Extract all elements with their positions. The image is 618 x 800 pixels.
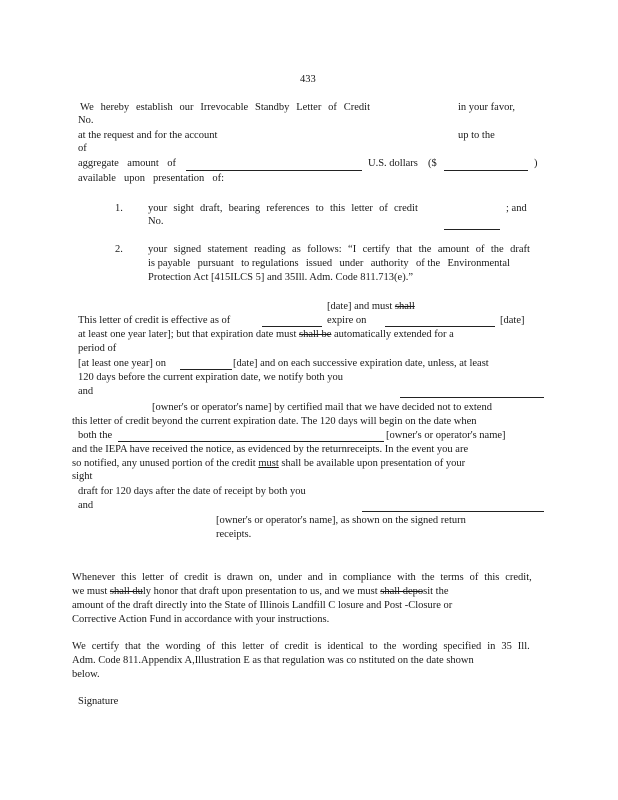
word: this: [329, 203, 346, 214]
word: Credit: [343, 102, 370, 113]
p3-line2-a: we must: [72, 586, 108, 597]
p2-line10: and the IEPA have received the notice, as evidenced by the returnreceipts. In the event you are: [72, 444, 469, 455]
word: statement: [207, 244, 248, 255]
p1-line3: at the request and for the account: [78, 130, 218, 141]
p2-must-underlined: must: [258, 458, 279, 469]
p2-struck-shall-be: shall be: [299, 329, 332, 340]
word: as: [292, 244, 301, 255]
p2-line5: 120 days before the current expiration date, we notify both you: [78, 372, 344, 383]
p2-on-blank: [180, 369, 232, 370]
word: “I: [348, 244, 357, 255]
p2-line3: period of: [78, 343, 117, 354]
item1-number: 1.: [115, 203, 123, 214]
word: of: [167, 158, 176, 169]
p2-expire-on: expire on: [327, 315, 367, 326]
word: We: [80, 102, 94, 113]
p2-both-blank: [118, 441, 384, 442]
item1-and: ; and: [506, 203, 527, 214]
p1-line2: No.: [78, 115, 94, 126]
p2-struck-shall: shall: [394, 301, 415, 312]
word: of: [379, 203, 388, 214]
p4-line1: [72, 640, 530, 653]
p2-line2-b: automatically extended for a: [334, 329, 454, 340]
p3-line4: Corrective Action Fund in accordance with your instructions.: [72, 614, 330, 625]
p1-line1-right: in your favor,: [458, 102, 516, 113]
word: 35: [501, 641, 512, 652]
p1-line6: [78, 172, 224, 185]
word: We: [72, 641, 86, 652]
p4-line2: Adm. Code 811.Appendix A,Illustration E as that regulation was co nstituted on the date shown: [72, 655, 474, 666]
p3-struck-shall-du: shall du: [109, 586, 143, 597]
word: certify: [362, 244, 391, 255]
word: draft: [510, 244, 530, 255]
p2-line11: [72, 457, 465, 470]
p2-date-must-text: [date] and must: [327, 301, 393, 312]
word: of: [206, 641, 216, 652]
word: of: [328, 102, 337, 113]
word: letter: [242, 641, 264, 652]
p2-line15: [owner's or operator's name], as shown on the signed return: [216, 515, 466, 526]
p2-owner-blank-1: [400, 397, 544, 398]
p2-line4-b: [date] and on each successive expiration date, unless, at least: [233, 358, 489, 369]
word: is: [314, 641, 322, 652]
p3-struck-shall-depo: shall depo: [380, 586, 424, 597]
word: Irrevocable: [200, 102, 249, 113]
dollar-blank: [444, 170, 528, 171]
word: our: [179, 102, 194, 113]
word: the: [418, 244, 432, 255]
word: to: [369, 641, 378, 652]
word: on,: [258, 572, 273, 583]
p2-line9-a: both the: [78, 430, 113, 441]
p2-date-right: [date]: [500, 315, 525, 326]
word: your: [148, 203, 168, 214]
word: in: [487, 641, 496, 652]
word: Letter: [296, 102, 322, 113]
item2-number: 2.: [115, 244, 123, 255]
p2-line11-a: so notified, any unused portion of the credit: [72, 458, 256, 469]
word: of: [475, 244, 485, 255]
word: this: [484, 572, 500, 583]
word: signed: [173, 244, 202, 255]
word: is: [213, 572, 221, 583]
p2-line8: this letter of credit beyond the current expiration date. The 120 days will begin on the date when: [72, 416, 477, 427]
word: draft,: [200, 203, 223, 214]
p2-line12: sight: [72, 471, 93, 482]
signature-label: Signature: [78, 696, 119, 707]
word: specified: [443, 641, 482, 652]
item1-no: No.: [148, 216, 164, 227]
p2-line14: and: [78, 500, 94, 511]
word: of: [169, 572, 179, 583]
word: with: [397, 572, 416, 583]
word: wording: [165, 641, 201, 652]
word: that: [125, 641, 141, 652]
word: Whenever: [72, 572, 116, 583]
word: compliance: [342, 572, 392, 583]
word: the: [490, 244, 504, 255]
amount-blank: [186, 170, 362, 171]
p2-line16: receipts.: [216, 529, 252, 540]
p1-line1: [80, 101, 370, 114]
word: wording: [402, 641, 438, 652]
word: aggregate: [78, 158, 119, 169]
word: of: [269, 641, 279, 652]
word: reading: [254, 244, 286, 255]
word: to: [315, 203, 324, 214]
p3-line1: [72, 571, 532, 584]
p3-line2-b: ly honor that draft upon presentation to us, and we must: [142, 586, 378, 597]
word: Standby: [255, 102, 290, 113]
word: to regulations: [241, 258, 299, 269]
item2-line1: [148, 243, 530, 256]
word: presentation: [152, 173, 205, 184]
p2-line2: [78, 328, 454, 341]
word: under: [277, 572, 302, 583]
word: your: [148, 244, 168, 255]
word: follows:: [307, 244, 342, 255]
word: letter: [351, 203, 373, 214]
word: bearing: [228, 203, 261, 214]
word: and: [307, 572, 323, 583]
word: establish: [135, 102, 173, 113]
word: pursuant: [197, 258, 234, 269]
word: the: [146, 641, 160, 652]
item2-line2: [148, 257, 510, 270]
p1-close-paren: ): [534, 158, 538, 169]
p2-line13: draft for 120 days after the date of receipt by both you: [78, 486, 306, 497]
word: Environmental: [447, 258, 510, 269]
word: the: [383, 641, 397, 652]
word: amount: [437, 244, 470, 255]
word: terms: [440, 572, 464, 583]
word: that: [396, 244, 413, 255]
word: authority: [370, 258, 409, 269]
item2-line3: Protection Act [415ILCS 5] and 35Ill. Adm. Code 811.713(e).”: [148, 272, 413, 283]
p1-line5: [78, 157, 176, 170]
word: credit: [184, 572, 209, 583]
word: certify: [91, 641, 120, 652]
word: this: [121, 572, 137, 583]
p1-currency: U.S. dollars: [368, 158, 418, 169]
word: credit: [284, 641, 309, 652]
word: drawn: [226, 572, 254, 583]
word: under: [339, 258, 364, 269]
word: this: [221, 641, 237, 652]
p2-effective-blank: [262, 326, 322, 327]
item1-blank: [444, 229, 500, 230]
p1-line4: of: [78, 143, 87, 154]
word: of: [469, 572, 479, 583]
p2-line2-a: at least one year later]; but that expiration date must: [78, 329, 297, 340]
word: letter: [142, 572, 164, 583]
p2-line7: [owner's or operator's name] by certified mail that we have decided not to extend: [152, 402, 492, 413]
word: amount: [127, 158, 159, 169]
word: hereby: [100, 102, 130, 113]
p2-expire-blank: [385, 326, 495, 327]
p1-dollar: ($: [428, 158, 437, 169]
item1-text: [148, 202, 418, 215]
word: credit,: [505, 572, 532, 583]
word: in: [328, 572, 337, 583]
word: Ill.: [517, 641, 530, 652]
word: upon: [123, 173, 145, 184]
p1-line3-right: up to the: [458, 130, 495, 141]
page-number: 433: [300, 74, 316, 85]
p2-line9-b: [owner's or operator's name]: [386, 430, 506, 441]
word: available: [78, 173, 116, 184]
word: credit: [393, 203, 418, 214]
word: references: [266, 203, 310, 214]
word: the: [421, 572, 435, 583]
word: of:: [212, 173, 224, 184]
p2-line4-a: [at least one year] on: [78, 358, 167, 369]
word: sight: [173, 203, 194, 214]
p2-owner-blank-2: [362, 511, 544, 512]
p2-line11-b: shall be available upon presentation of your: [281, 458, 466, 469]
word: identical: [327, 641, 364, 652]
p2-line6: and: [78, 386, 94, 397]
p3-line3: amount of the draft directly into the State of Illinois Landfill C losure and Post -Closure or: [72, 600, 453, 611]
p3-line2-c: sit the: [423, 586, 449, 597]
p2-line1: This letter of credit is effective as of: [78, 315, 231, 326]
p4-line3: below.: [72, 669, 100, 680]
p3-line2: [72, 585, 449, 598]
p2-date-must: [327, 300, 415, 313]
word: of the: [415, 258, 441, 269]
word: issued: [305, 258, 333, 269]
word: is payable: [148, 258, 191, 269]
